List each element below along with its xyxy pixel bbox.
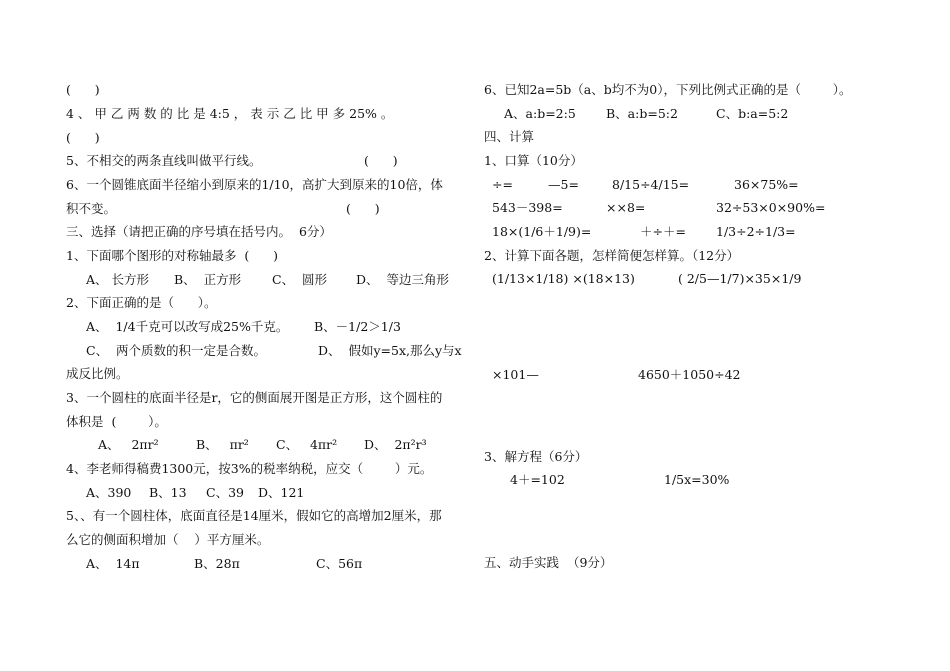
choice-q3-line2: 体积是 ( ）。 xyxy=(66,414,167,429)
oral-r3-1: 18×(1/6＋1/9)= xyxy=(492,224,592,239)
calc-title: 2、计算下面各题，怎样简便怎样算。（12分） xyxy=(484,248,740,263)
equation-2: 1/5x=30% xyxy=(664,472,730,487)
choice-q6-a: A、a:b=2:5 xyxy=(504,106,576,121)
section-4-title: 四、计算 xyxy=(484,129,535,144)
choice-q1-a: A、 长方形 xyxy=(86,272,150,287)
judge-q6-line2: 积不变。 xyxy=(66,201,117,216)
choice-q6-stem: 6、已知2a=5b（a、b均不为0），下列比例式正确的是（ ）。 xyxy=(484,82,852,97)
choice-q2-b: B、－1/2＞1/3 xyxy=(314,319,401,334)
calc-expr-1: (1/13×1/18) ×(18×13) xyxy=(492,271,635,286)
choice-q6-b: B、a:b=5:2 xyxy=(606,106,678,121)
judge-q5-paren: ( ) xyxy=(364,153,398,168)
choice-q2-d: D、 假如y=5x,那么y与x xyxy=(318,343,462,358)
choice-q2-a: A、 1/4千克可以改写成25%千克。 xyxy=(86,319,289,334)
oral-r1-2: —5= xyxy=(548,177,579,192)
blank-parens: ( ) xyxy=(66,82,100,97)
judge-q5: 5、不相交的两条直线叫做平行线。 xyxy=(66,153,262,168)
oral-r2-3: 32÷53×0×90%= xyxy=(716,200,826,215)
choice-q1-c: C、 圆形 xyxy=(272,272,328,287)
judge-q4-paren: ( ) xyxy=(66,130,100,145)
section-5-title: 五、动手实践 （9分） xyxy=(484,555,613,570)
calc-expr-2: ( 2/5—1/7)×35×1/9 xyxy=(678,271,802,286)
choice-q3-b: B、 πr² xyxy=(196,437,249,452)
calc-expr-3: ×101— xyxy=(492,367,539,382)
judge-q6-line1: 6、一个圆锥底面半径缩小到原来的1/10，高扩大到原来的10倍，体 xyxy=(66,177,443,192)
choice-q3-d: D、 2π²r³ xyxy=(364,437,427,452)
choice-q3-a: A、 2πr² xyxy=(98,437,159,452)
choice-q5-a: A、 14π xyxy=(86,556,140,571)
choice-q1-stem: 1、下面哪个图形的对称轴最多 ( ) xyxy=(66,248,278,263)
oral-r1-3: 8/15÷4/15= xyxy=(612,177,690,192)
choice-q4-c: C、39 xyxy=(206,485,244,500)
choice-q2-d-cont: 成反比例。 xyxy=(66,366,129,381)
oral-calc-title: 1、口算（10分） xyxy=(484,153,583,168)
oral-r1-4: 36×75%= xyxy=(734,177,799,192)
section-3-title: 三、选择（请把正确的序号填在括号内。 6分） xyxy=(66,224,332,239)
choice-q1-b: B、 正方形 xyxy=(174,272,242,287)
calc-expr-4: 4650＋1050÷42 xyxy=(638,367,741,382)
oral-r2-1: 543－398= xyxy=(492,200,563,215)
oral-r3-2: ＋÷＋= xyxy=(640,224,686,239)
judge-q6-paren: ( ) xyxy=(346,201,380,216)
oral-r3-3: 1/3÷2÷1/3= xyxy=(716,224,796,239)
oral-r1-1: ÷= xyxy=(492,177,513,192)
equation-title: 3、解方程（6分） xyxy=(484,449,588,464)
choice-q1-d: D、 等边三角形 xyxy=(356,272,449,287)
choice-q4-b: B、13 xyxy=(149,485,187,500)
choice-q2-stem: 2、下面正确的是（ ）。 xyxy=(66,295,217,310)
choice-q5-line2: 么它的侧面积增加（ ）平方厘米。 xyxy=(66,532,270,547)
choice-q4-d: D、121 xyxy=(258,485,305,500)
oral-r2-2: ××8= xyxy=(606,200,646,215)
equation-1: 4＋=102 xyxy=(510,472,565,487)
choice-q3-line1: 3、一个圆柱的底面半径是r，它的侧面展开图是正方形，这个圆柱的 xyxy=(66,390,443,405)
choice-q5-line1: 5、、有一个圆柱体，底面直径是14厘米，假如它的高增加2厘米，那 xyxy=(66,508,442,523)
choice-q4-a: A、390 xyxy=(86,485,132,500)
judge-q4-line1: 4 、 甲 乙 两 数 的 比 是 4:5 ， 表 示 乙 比 甲 多 25% 。 xyxy=(66,106,394,121)
choice-q3-c: C、 4πr² xyxy=(276,437,338,452)
choice-q4-stem: 4、李老师得稿费1300元，按3%的税率纳税，应交（ ）元。 xyxy=(66,461,433,476)
choice-q6-c: C、b:a=5:2 xyxy=(716,106,789,121)
choice-q2-c: C、 两个质数的积一定是合数。 xyxy=(86,343,267,358)
choice-q5-b: B、28π xyxy=(194,556,240,571)
choice-q5-c: C、56π xyxy=(316,556,363,571)
